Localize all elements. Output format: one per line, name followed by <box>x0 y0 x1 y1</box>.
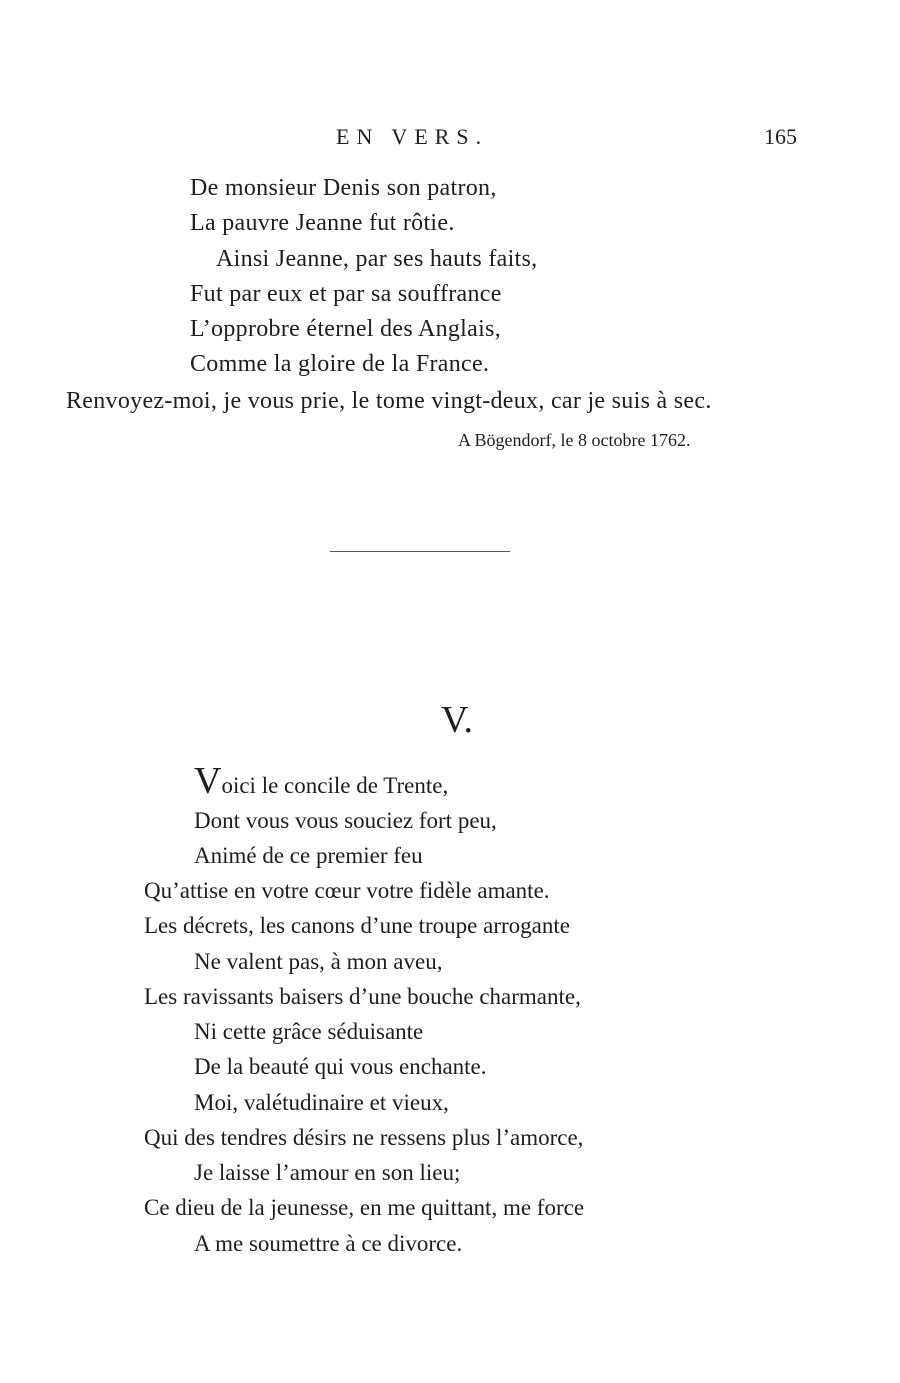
verse-line: Les décrets, les canons d’une troupe arrogante <box>144 913 570 938</box>
verse-line: Fut par eux et par sa souffrance <box>190 281 502 307</box>
verse-line: Qu’attise en votre cœur votre fidèle amante. <box>144 878 550 903</box>
verse-line: L’opprobre éternel des Anglais, <box>190 316 501 342</box>
verse-line: A me soumettre à ce divorce. <box>194 1231 463 1256</box>
first-line-rest: oici le concile de Trente, <box>221 773 449 798</box>
verse-line-first <box>194 760 449 802</box>
verse-line: Ce dieu de la jeunesse, en me quittant, me force <box>144 1195 585 1220</box>
running-head <box>0 124 900 158</box>
verse-line: Ne valent pas, à mon aveu, <box>194 949 443 974</box>
closing-line: Renvoyez-moi, je vous prie, le tome vingt-deux, car je suis à sec. <box>66 388 712 414</box>
verse-line: De la beauté qui vous enchante. <box>194 1054 487 1079</box>
running-title: EN VERS. <box>336 124 489 149</box>
verse-line: Qui des tendres désirs ne ressens plus l’amorce, <box>144 1125 584 1150</box>
verse-line: De monsieur Denis son patron, <box>190 175 497 201</box>
drop-cap: V <box>194 760 222 802</box>
section-separator <box>330 551 510 552</box>
verse-line: Ainsi Jeanne, par ses hauts faits, <box>216 246 538 272</box>
verse-line: Ni cette grâce séduisante <box>194 1019 424 1044</box>
verse-line: Animé de ce premier feu <box>194 843 423 868</box>
signature-dateline: A Bögendorf, le 8 octobre 1762. <box>458 430 691 450</box>
verse-line: Comme la gloire de la France. <box>190 351 490 377</box>
verse-line: Moi, valétudinaire et vieux, <box>194 1090 449 1115</box>
verse-line: La pauvre Jeanne fut rôtie. <box>190 210 455 236</box>
verse-line: Dont vous vous souciez fort peu, <box>194 808 497 833</box>
verse-line: Je laisse l’amour en son lieu; <box>194 1160 461 1185</box>
verse-line: Les ravissants baisers d’une bouche charmante, <box>144 984 581 1009</box>
page-number: 165 <box>764 124 797 149</box>
section-number: V. <box>440 699 474 741</box>
